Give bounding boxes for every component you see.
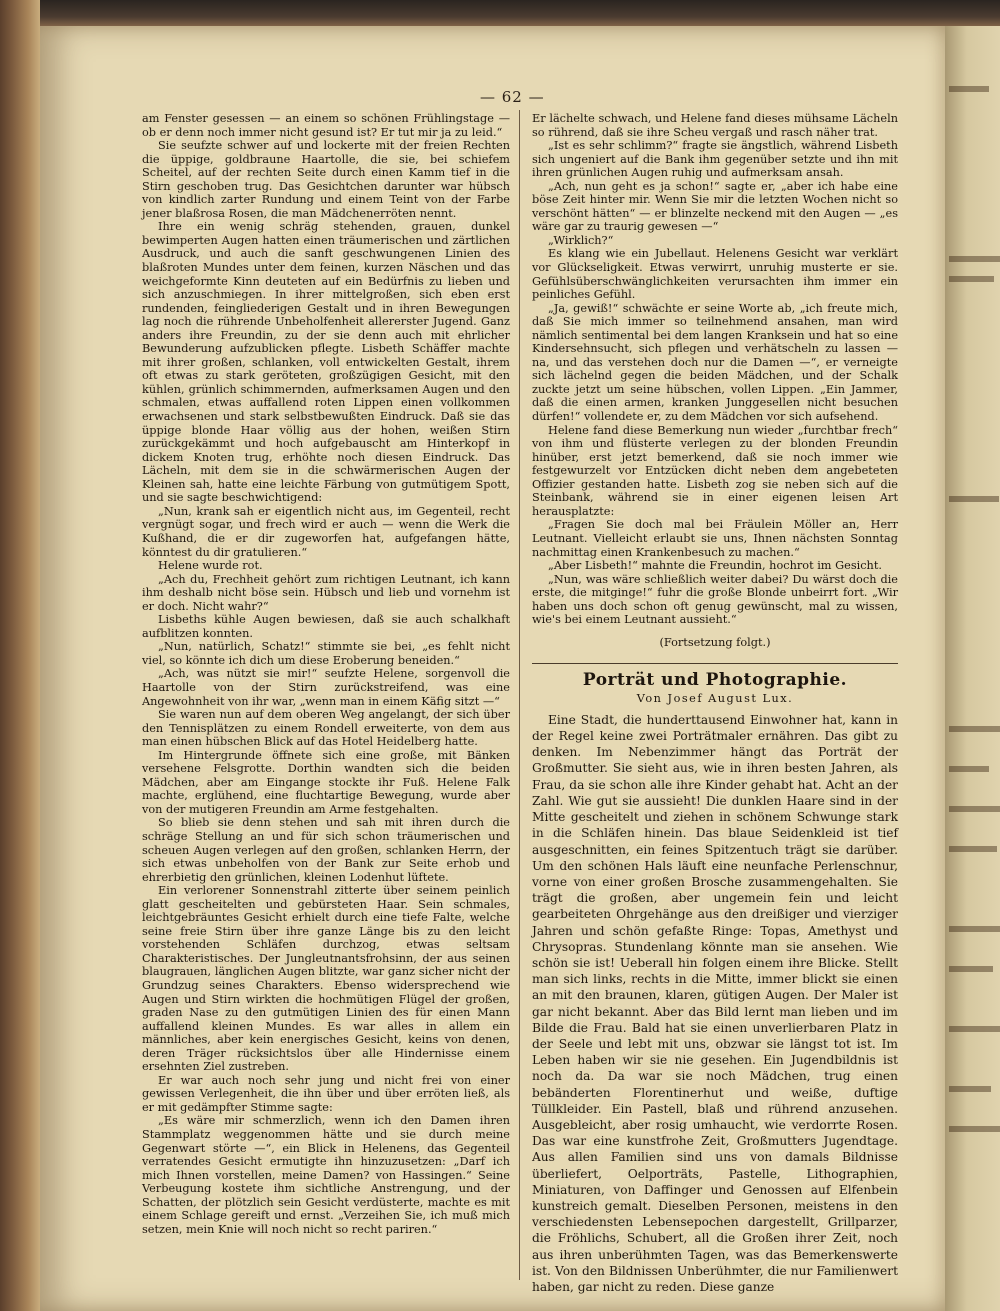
section-divider — [532, 663, 898, 664]
right-column — [532, 112, 898, 1295]
paragraph: Helene fand diese Bemerkung nun wieder „furchtbar frech“ von ihm und flüsterte verlegen zu der blonden Freundin hinüber, erst jetzt bemerkend, daß sie noch immer wie festgewurzelt vor Entzücken dicht neben dem angebeteten Offizier gestanden hatte. Lisbeth zog sie neben sich auf die Steinbank, während sie in einer eigenen leisen Art herausplatzte: — [532, 423, 898, 518]
left-column — [142, 112, 510, 1236]
paragraph: „Ist es sehr schlimm?“ fragte sie ängstlich, während Lisbeth sich ungeniert auf die Bank ihm gegenüber setzte und ihn mit ihren grünlichen Augen ruhig und aufmerksam ansah. — [532, 139, 898, 180]
paragraph: Eine Stadt, die hunderttausend Einwohner hat, kann in der Regel keine zwei Porträtmaler ernähren. Das gibt zu denken. Im Nebenzimmer hängt das Porträt der Großmutter. Sie sieht aus, wie in ihren besten Jahren, als Frau, da sie schon alle ihre Kinder gehabt hat. Acht an der Zahl. Wie gut sie aussieht! Die dunklen Haare sind in der Mitte gescheitelt und ziehen in schönem Schwunge stark in die Schläfen hinein. Das blaue Seidenkleid ist tief ausgeschnitten, ein feines Spitzentuch trägt sie darüber. Um den schönen Hals läuft eine neunfache Perlenschnur, vorne von einer großen Brosche zusammengehalten. Sie trägt die großen, aber ungemein fein und leicht gearbeiteten Ohrgehänge aus den dreißiger und vierziger Jahren und schön gefaßte Ringe: Topas, Amethyst und Chrysopras. Stundenlang könnte man sie ansehen. Wie schön sie ist! Ueberall hin folgen einem ihre Blicke. Stellt man sich links, rechts in die Mitte, immer blickt sie einen an mit den braunen, klaren, gütigen Augen. Der Maler ist gar nicht bekannt. Aber das Bild lernt man lieben und im Bilde die Frau. Bald hat sie einen unverlierbaren Platz in der Seele und lebt mit uns, obzwar sie längst tot ist. Im Leben haben wir sie nie gesehen. Ein Jugendbildnis ist noch da. Da war sie noch Mädchen, trug einen bebänderten Florentinerhut und weiße, duftige Tüllkleider. Ein Pastell, blaß und rührend anzusehen. Ausgebleicht, aber rosig umhaucht, wie verdorrte Rosen. Das war eine kunstfrohe Zeit, Großmutters Jugendtage. Aus allen Familien sind uns von damals Bildnisse überliefert, Oelporträts, Pastelle, Lithographien, Miniaturen, von Daffinger und Genossen auf Elfenbein kunstreich gemalt. Dieselben Personen, meistens in den verschiedensten Lebensepochen dargestellt, Grillparzer, die Fröhlichs, Schubert, all die Großen ihrer Zeit, noch aus ihren unberühmten Tagen, was das Bemerkenswerte ist. Von den Bildnissen Unberühmter, die nur Familienwert haben, gar nicht zu reden. Diese ganze — [532, 712, 898, 1294]
next-page-edge — [945, 26, 1000, 1311]
paragraph: Sie seufzte schwer auf und lockerte mit der freien Rechten die üppige, goldbraune Haartolle, die sie, bei schiefem Scheitel, auf der rechten Seite durch einen Kamm tief in die Stirn geschoben trug. Das Gesichtchen darunter war hübsch von kindlich zarter Rundung und einem Teint von der Farbe jener blaßrosa Rosen, die man Mädchenerröten nennt. — [142, 139, 510, 220]
paragraph: Ein verlorener Sonnenstrahl zitterte über seinem peinlich glatt gescheitelten und gebürsteten Haar. Sein schmales, leichtgebräuntes Gesicht erhielt durch eine tiefe Falte, welche seine freie Stirn über ihre ganze Länge bis zu den leicht vorstehenden Schläfen durchzog, etwas seltsam Charakteristisches. Der Jungleutnantsfrohsinn, der aus seinen blaugrauen, länglichen Augen blitzte, war ganz sicher nicht der Grundzug seines Charakters. Ebenso widersprechend wie Augen und Stirn wirkten die hochmütigen Flügel der großen, graden Nase zu den gutmütigen Linien des für einen Mann auffallend kleinen Mundes. Es war alles in allem ein männliches, aber kein energisches Gesicht, keins von denen, deren Träger rücksichtslos über alle Hindernisse einem ersehnten Ziel zustreben. — [142, 884, 510, 1074]
paragraph: „Nun, natürlich, Schatz!“ stimmte sie bei, „es fehlt nicht viel, so könnte ich dich um diese Eroberung beneiden.“ — [142, 640, 510, 667]
article-title: Porträt und Photographie. — [582, 670, 848, 691]
book-edge — [0, 0, 40, 1311]
paragraph: „Wirklich?“ — [548, 233, 614, 247]
paragraph: „Ach du, Frechheit gehört zum richtigen Leutnant, ich kann ihm deshalb nicht böse sein. Hübsch und lieb und vornehm ist er doch. Nicht wahr?“ — [142, 572, 510, 613]
paragraph: So blieb sie denn stehen und sah mit ihren durch die schräge Stellung an und für sich schon träumerischen und scheuen Augen verlegen auf den großen, schlanken Herrn, der sich etwas unbeholfen von der Bank zur Seite erhob und ehrerbietig den grünlichen, kleinen Lodenhut lüftete. — [142, 816, 510, 884]
continuation-note: (Fortsetzung folgt.) — [659, 635, 771, 649]
paragraph: Helene wurde rot. — [158, 559, 263, 573]
paragraph: „Fragen Sie doch mal bei Fräulein Möller an, Herr Leutnant. Vielleicht erlaubt sie uns, Ihnen nächsten Sonntag nachmittag einen Krankenbesuch zu machen.“ — [532, 518, 898, 559]
paragraph: Er war auch noch sehr jung und nicht frei von einer gewissen Verlegenheit, die ihn über und über erröten ließ, als er mit gedämpfter Stimme sagte: — [142, 1073, 510, 1114]
column-divider — [519, 110, 520, 1280]
paragraph: Er lächelte schwach, und Helene fand dieses mühsame Lächeln so rührend, daß sie ihre Scheu vergaß und rasch näher trat. — [532, 112, 898, 139]
paragraph: „Aber Lisbeth!“ mahnte die Freundin, hochrot im Gesicht. — [548, 559, 882, 573]
page-number: — 62 — — [480, 88, 545, 106]
paragraph: „Ach, was nützt sie mir!“ seufzte Helene, sorgenvoll die Haartolle von der Stirn zurückstreifend, was eine Angewohnheit von ihr war, „wenn man in einem Käfig sitzt —“ — [142, 667, 510, 708]
paragraph: „Ach, nun geht es ja schon!“ sagte er, „aber ich habe eine böse Zeit hinter mir. Wenn Sie mir die letzten Wochen nicht so verschönt hätten“ — er blinzelte neckend mit den Augen — „es wäre gar zu traurig gewesen —“ — [532, 179, 898, 234]
paragraph: Im Hintergrunde öffnete sich eine große, mit Bänken versehene Felsgrotte. Dorthin wandten sich die beiden Mädchen, aber am Eingange stockte ihr Fuß. Helene Falk machte, erglühend, eine fluchtartige Bewegung, wurde aber von der mutigeren Freundin am Arme festgehalten. — [142, 748, 510, 816]
paragraph: am Fenster gesessen — an einem so schönen Frühlingstage — ob er denn noch immer nicht gesund ist? Er tut mir ja zu leid.“ — [142, 112, 510, 139]
paragraph: „Nun, krank sah er eigentlich nicht aus, im Gegenteil, recht vergnügt sogar, und frech wird er auch — wenn die Werk die Kußhand, die er dir zugeworfen hat, aufgefangen hätte, könntest du dir gratulieren.“ — [142, 504, 510, 559]
paragraph: „Es wäre mir schmerzlich, wenn ich den Damen ihren Stammplatz weggenommen hätte und sie durch meine Gegenwart störte —“, ein Blick in Helenens, das Gegenteil verratendes Gesicht ermutigte ihn hinzuzusetzen: „Darf ich mich Ihnen vorstellen, meine Damen? von Hassingen.“ Seine Verbeugung kostete ihm sichtliche Anstrengung, und der Schatten, der plötzlich sein Gesicht verdüsterte, machte es mit einem Schlage gereift und ernst. „Verzeihen Sie, ich muß mich setzen, mein Knie will noch nicht so recht pariren.“ — [142, 1114, 510, 1236]
article-byline: Von Josef August Lux. — [636, 692, 794, 706]
paragraph: Es klang wie ein Jubellaut. Helenens Gesicht war verklärt vor Glückseligkeit. Etwas verwirrt, unruhig musterte er sie. Gefühlsüberschwänglichkeiten verursachten ihm immer ein peinliches Gefühl. — [532, 247, 898, 302]
paragraph: „Ja, gewiß!“ schwächte er seine Worte ab, „ich freute mich, daß Sie mich immer so teilnehmend ansahen, man wird nämlich sentimental bei dem langen Kranksein und hat so eine Kindersehnsucht, sich pflegen und verhätscheln zu lassen — na, und das verstehen doch nur die Damen —“, er verneigte sich lächelnd gegen die beiden Mädchen, und der Schalk zuckte jetzt um seine hübschen, vollen Lippen. „Ein Jammer, daß die einen armen, kranken Junggesellen nicht besuchen dürfen!“ vollendete er, zu dem Mädchen vor sich aufsehend. — [532, 301, 898, 424]
paragraph: Lisbeths kühle Augen bewiesen, daß sie auch schalkhaft aufblitzen konnten. — [142, 613, 510, 640]
paragraph: „Nun, was wäre schließlich weiter dabei? Du wärst doch die erste, die mitginge!“ fuhr die große Blonde unbeirrt fort. „Wir haben uns doch schon oft genug gewünscht, mal zu wissen, wie's bei einem Leutnant aussieht.“ — [532, 572, 898, 627]
book-top-edge — [40, 0, 1000, 28]
article-body — [532, 712, 898, 1295]
paragraph: Ihre ein wenig schräg stehenden, grauen, dunkel bewimperten Augen hatten einen träumerischen und zärtlichen Ausdruck, und auch die sanft geschwungenen Linien des blaßroten Mundes unter dem feinen, kurzen Näschen und das weichgeformte Kinn deuteten auf ein Bedürfnis zu lieben und sich anzuschmiegen. In ihrer mittelgroßen, sich eben erst rundenden, feingliederigen Gestalt und in ihren Bewegungen lag noch die rührende Unbeholfenheit allererster Jugend. Ganz anders ihre Freundin, zu der sie denn auch mit ehrlicher Bewunderung aufzublicken pflegte. Lisbeth Schäffer machte mit ihrer großen, schlanken, voll entwickelten Gestalt, ihrem oft etwas zu stark geröteten, großzügigen Gesicht, mit den kühlen, grünlich schimmernden, aufmerksamen Augen und den schmalen, etwas auffallend roten Lippen einen vollkommen erwachsenen und stark selbstbewußten Eindruck. Daß sie das üppige blonde Haar völlig aus der hohen, weißen Stirn zurückgekämmt und hoch aufgebauscht am Hinterkopf in dickem Knoten trug, erhöhte noch diesen Eindruck. Das Lächeln, mit dem sie in die schwärmerischen Augen der Kleinen sah, hatte eine leichte Färbung von gutmütigem Spott, und sie sagte beschwichtigend: — [142, 220, 510, 505]
paragraph: Sie waren nun auf dem oberen Weg angelangt, der sich über den Tennisplätzen zu einem Rondell erweiterte, von dem aus man einen hübschen Blick auf das Hotel Heidelberg hatte. — [142, 708, 510, 749]
